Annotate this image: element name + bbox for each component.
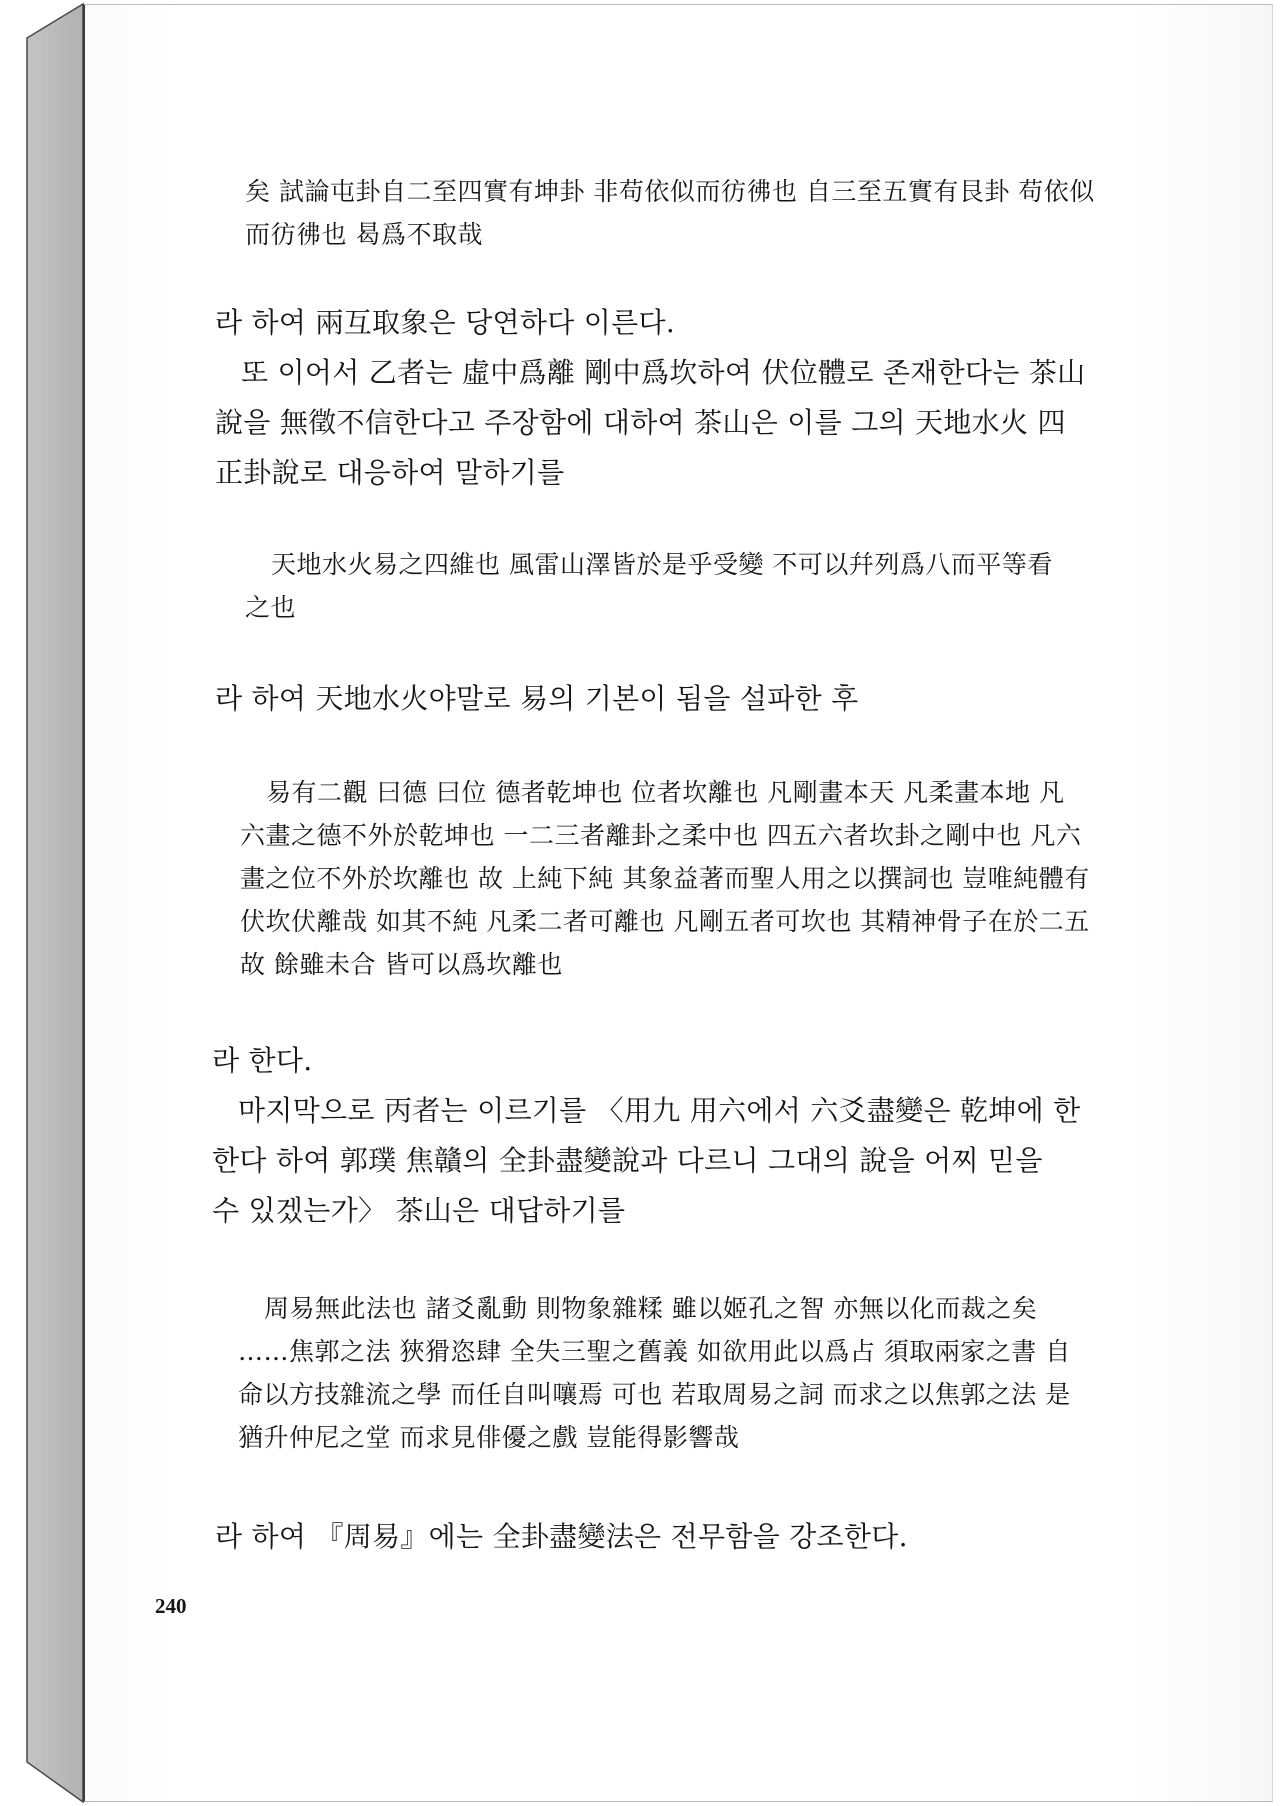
paragraph-3 bbox=[212, 1036, 1132, 1236]
text-line: 라 하여 兩互取象은 당연하다 이른다. bbox=[215, 306, 676, 339]
text-line: 矣 試論屯卦自二至四實有坤卦 非苟依似而彷彿也 自三至五實有艮卦 苟依似 bbox=[245, 177, 1095, 206]
quote-block-2 bbox=[245, 543, 1130, 629]
text-line: 命以方技雜流之學 而任自叫嚷焉 可也 若取周易之詞 而求之以焦郭之法 是 bbox=[238, 1380, 1071, 1409]
text-line: 라 하여 『周易』에는 全卦盡變法은 전무함을 강조한다. bbox=[215, 1520, 908, 1553]
text-line: 之也 bbox=[245, 593, 297, 622]
text-line: ……焦郭之法 狹猾恣肆 全失三聖之舊義 如欲用此以爲占 須取兩家之書 自 bbox=[238, 1337, 1071, 1366]
paragraph-4 bbox=[215, 1512, 1135, 1562]
quote-block-1 bbox=[245, 170, 1130, 256]
page-number: 240 bbox=[155, 1594, 187, 1618]
text-line: 天地水火易之四維也 風雷山澤皆於是乎受變 不可以幷列爲八而平等看 bbox=[271, 550, 1053, 579]
text-line: 마지막으로 丙者는 이르기를 〈用九 用六에서 六爻盡變은 乾坤에 한 bbox=[238, 1094, 1081, 1127]
paragraph-2 bbox=[215, 674, 1135, 724]
text-line: 伏坎伏離哉 如其不純 凡柔二者可離也 凡剛五者可坎也 其精神骨子在於二五 bbox=[240, 907, 1090, 936]
text-line: 正卦說로 대응하여 말하기를 bbox=[215, 456, 565, 489]
text-line: 한다 하여 郭璞 焦贛의 全卦盡變說과 다르니 그대의 說을 어찌 믿을 bbox=[212, 1144, 1043, 1177]
text-line: 周易無此法也 諸爻亂動 則物象雜糅 雖以姬孔之智 亦無以化而裁之矣 bbox=[264, 1294, 1038, 1323]
text-line: 故 餘雖未合 皆可以爲坎離也 bbox=[240, 950, 563, 979]
text-line: 說을 無徵不信한다고 주장함에 대하여 茶山은 이를 그의 天地水火 四 bbox=[215, 406, 1066, 439]
text-line: 라 하여 天地水火야말로 易의 기본이 됨을 설파한 후 bbox=[215, 682, 859, 715]
text-line: 易有二觀 曰德 曰位 德者乾坤也 位者坎離也 凡剛畫本天 凡柔畫本地 凡 bbox=[266, 778, 1065, 807]
text-line: 또 이어서 乙者는 虛中爲離 剛中爲坎하여 伏位體로 존재한다는 茶山 bbox=[241, 356, 1086, 389]
text-line: 라 한다. bbox=[212, 1044, 313, 1077]
quote-block-4 bbox=[238, 1287, 1130, 1459]
text-line: 畫之位不外於坎離也 故 上純下純 其象益著而聖人用之以撰詞也 豈唯純體有 bbox=[240, 864, 1090, 893]
text-line: 猶升仲尼之堂 而求見俳優之戲 豈能得影響哉 bbox=[238, 1423, 740, 1452]
paragraph-1 bbox=[215, 298, 1135, 498]
text-line: 수 있겠는가〉 茶山은 대답하기를 bbox=[212, 1194, 626, 1227]
text-line: 而彷彿也 曷爲不取哉 bbox=[245, 220, 483, 249]
quote-block-3 bbox=[240, 771, 1130, 986]
text-line: 六畫之德不外於乾坤也 一二三者離卦之柔中也 四五六者坎卦之剛中也 凡六 bbox=[240, 821, 1082, 850]
